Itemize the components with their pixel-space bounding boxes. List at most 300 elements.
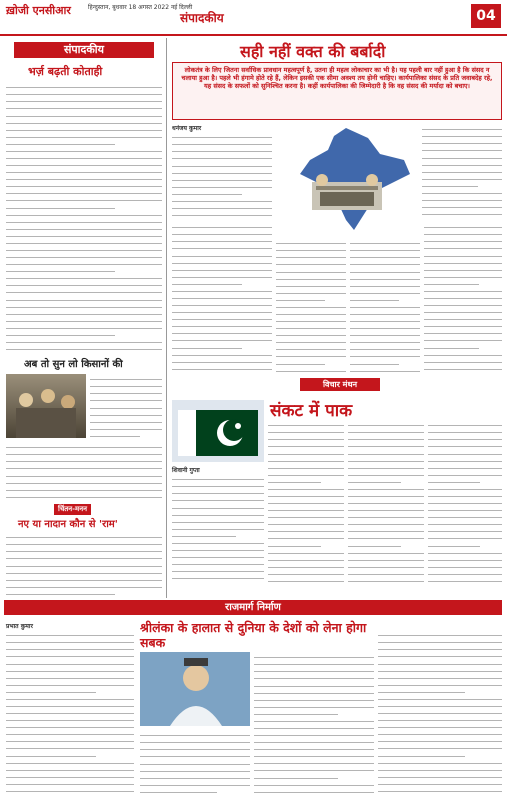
text-line — [140, 737, 250, 743]
text-line — [6, 651, 134, 657]
text-line — [172, 146, 272, 152]
text-line — [378, 630, 502, 636]
text-line — [6, 202, 115, 208]
text-line — [172, 293, 272, 299]
text-line — [348, 470, 424, 476]
text-line — [172, 264, 272, 270]
text-line — [348, 448, 424, 454]
text-line — [6, 238, 162, 244]
editorial1-body — [6, 82, 162, 352]
text-line — [6, 644, 134, 650]
text-line — [422, 138, 502, 144]
india-map-icon — [276, 124, 418, 234]
text-line — [422, 216, 502, 218]
text-line — [90, 381, 162, 387]
text-line — [90, 416, 162, 422]
text-line — [350, 245, 420, 251]
text-line — [348, 576, 424, 582]
text-line — [350, 365, 420, 371]
text-line — [350, 351, 420, 357]
text-line — [90, 424, 162, 430]
text-line — [90, 374, 162, 380]
text-line — [268, 441, 344, 447]
editorial2-body — [6, 442, 162, 500]
text-line — [254, 786, 374, 792]
text-line — [378, 764, 502, 770]
text-line — [276, 295, 325, 301]
text-line — [268, 484, 344, 490]
text-line — [6, 323, 162, 329]
text-line — [268, 533, 344, 539]
text-line — [424, 364, 502, 370]
text-line — [254, 694, 374, 700]
text-line — [276, 330, 346, 336]
lead-col1 — [172, 132, 272, 218]
mid-band: विचार मंथन — [300, 378, 380, 391]
text-line — [172, 222, 272, 228]
text-line — [172, 474, 264, 480]
text-line — [424, 307, 502, 313]
text-line — [348, 477, 401, 483]
text-line — [424, 293, 502, 299]
text-line — [140, 758, 250, 764]
page-number: 04 — [471, 4, 501, 28]
text-line — [268, 512, 344, 518]
text-line — [424, 300, 502, 306]
text-line — [140, 765, 250, 771]
text-line — [428, 540, 480, 546]
text-line — [276, 245, 346, 251]
text-line — [348, 434, 424, 440]
text-line — [424, 314, 502, 320]
text-line — [378, 708, 502, 714]
bottom-col3 — [254, 652, 374, 796]
text-line — [6, 582, 162, 588]
text-line — [172, 167, 272, 173]
text-line — [276, 316, 346, 322]
text-line — [276, 351, 346, 357]
text-line — [172, 495, 264, 501]
text-line — [348, 505, 424, 511]
farmers-photo — [6, 374, 86, 438]
text-line — [172, 502, 264, 508]
text-line — [378, 793, 502, 796]
text-line — [6, 146, 162, 152]
text-line — [140, 794, 250, 796]
text-line — [140, 780, 250, 786]
text-line — [172, 160, 272, 166]
text-line — [172, 516, 264, 522]
text-line — [378, 715, 502, 721]
text-line — [350, 280, 420, 286]
editorial3-body — [6, 532, 162, 598]
text-line — [6, 309, 162, 315]
section-title: संपादकीय — [180, 11, 224, 25]
text-line — [6, 351, 162, 352]
text-line — [268, 554, 344, 560]
text-line — [348, 420, 424, 426]
text-line — [6, 701, 134, 707]
text-line — [254, 709, 338, 715]
text-line — [268, 576, 344, 582]
text-line — [428, 477, 480, 483]
text-line — [140, 751, 250, 757]
parliament-map-photo — [276, 124, 418, 234]
text-line — [172, 272, 272, 278]
bottom-col2 — [140, 730, 250, 796]
text-line — [6, 546, 162, 552]
text-line — [428, 533, 502, 539]
text-line — [140, 772, 250, 778]
text-line — [422, 202, 502, 208]
text-line — [254, 659, 374, 665]
text-line — [254, 730, 374, 736]
lead-byline: धनंजय कुमार — [172, 125, 202, 132]
text-line — [172, 524, 264, 530]
text-line — [424, 356, 502, 362]
text-line — [268, 448, 344, 454]
text-line — [268, 455, 344, 461]
text-line — [348, 540, 401, 546]
text-line — [254, 772, 338, 778]
text-line — [6, 139, 115, 145]
lead-quote-box — [172, 62, 502, 120]
lead-body-b — [276, 238, 346, 372]
text-line — [268, 526, 344, 532]
text-line — [348, 562, 424, 568]
text-line — [378, 651, 502, 657]
text-line — [428, 427, 502, 433]
text-line — [172, 559, 264, 565]
text-line — [254, 737, 374, 743]
text-line — [424, 222, 502, 228]
text-line — [268, 547, 344, 553]
text-line — [428, 505, 502, 511]
text-line — [6, 442, 162, 448]
text-line — [348, 441, 424, 447]
text-line — [378, 687, 465, 693]
text-line — [6, 687, 96, 693]
text-line — [6, 786, 134, 792]
text-line — [254, 751, 374, 757]
text-line — [172, 300, 272, 306]
text-line — [378, 729, 502, 735]
text-line — [428, 420, 502, 426]
text-line — [140, 730, 250, 736]
text-line — [254, 758, 374, 764]
text-line — [428, 491, 502, 497]
mid-col2 — [268, 420, 344, 584]
text-line — [172, 210, 272, 216]
text-line — [422, 145, 502, 151]
bottom-band: राजमार्ग निर्माण — [4, 600, 502, 615]
text-line — [172, 132, 272, 138]
text-line — [6, 89, 162, 95]
text-line — [172, 356, 272, 362]
text-line — [6, 492, 162, 498]
text-line — [6, 216, 162, 222]
text-line — [268, 434, 344, 440]
text-line — [350, 323, 420, 329]
text-line — [268, 569, 344, 575]
text-line — [350, 288, 420, 294]
text-line — [424, 286, 502, 292]
small-tag: चिंतन-मनन — [54, 504, 91, 515]
text-line — [6, 750, 96, 756]
pakistan-flag-photo — [172, 400, 264, 462]
text-line — [6, 174, 162, 180]
text-line — [254, 680, 374, 686]
text-line — [348, 498, 424, 504]
text-line — [6, 160, 162, 166]
text-line — [348, 547, 424, 553]
text-line — [348, 484, 424, 490]
text-line — [276, 280, 346, 286]
text-line — [428, 554, 502, 560]
text-line — [348, 462, 424, 468]
text-line — [254, 652, 374, 658]
text-line — [422, 152, 502, 158]
text-line — [268, 583, 344, 584]
text-line — [424, 321, 502, 327]
text-line — [90, 409, 162, 415]
mid-byline: शिवानी गुप्ता — [172, 467, 200, 474]
text-line — [378, 779, 502, 785]
text-line — [428, 583, 502, 584]
lead-headline: सही नहीं वक्त की बर्बादी — [240, 42, 386, 61]
lead-body-c — [350, 238, 420, 372]
text-line — [6, 560, 162, 566]
text-line — [424, 264, 502, 270]
text-line — [254, 779, 374, 785]
text-line — [424, 335, 502, 341]
text-line — [172, 279, 242, 285]
text-line — [424, 243, 502, 249]
text-line — [348, 491, 424, 497]
text-line — [90, 431, 140, 437]
bottom-col1 — [6, 630, 134, 796]
text-line — [172, 257, 272, 263]
farmers-image-icon — [6, 374, 86, 438]
text-line — [268, 498, 344, 504]
srilanka-image-icon — [140, 652, 250, 726]
text-line — [6, 337, 162, 343]
text-line — [422, 131, 502, 137]
text-line — [172, 182, 272, 188]
text-line — [422, 174, 502, 180]
text-line — [254, 765, 374, 771]
text-line — [254, 687, 374, 693]
text-line — [172, 243, 272, 249]
lead-col3 — [422, 124, 502, 218]
editorial2-title: अब तो सुन लो किसानों की — [24, 359, 123, 370]
text-line — [378, 722, 502, 728]
text-line — [6, 259, 162, 265]
text-line — [424, 328, 502, 334]
text-line — [350, 295, 399, 301]
text-line — [6, 132, 162, 138]
text-line — [378, 743, 502, 749]
text-line — [378, 637, 502, 643]
text-line — [90, 402, 162, 408]
text-line — [6, 231, 162, 237]
text-line — [378, 772, 502, 778]
text-line — [90, 388, 162, 394]
text-line — [350, 273, 420, 279]
text-line — [6, 110, 162, 116]
text-line — [172, 250, 272, 256]
text-line — [6, 637, 134, 643]
text-line — [6, 708, 134, 714]
text-line — [6, 532, 162, 538]
text-line — [378, 644, 502, 650]
text-line — [276, 323, 346, 329]
text-line — [348, 427, 424, 433]
text-line — [6, 658, 134, 664]
text-line — [6, 722, 134, 728]
text-line — [254, 744, 374, 750]
text-line — [6, 743, 134, 749]
text-line — [172, 217, 272, 218]
text-line — [6, 589, 115, 595]
text-line — [172, 342, 242, 348]
text-line — [172, 531, 236, 537]
text-line — [268, 491, 344, 497]
text-line — [424, 236, 502, 242]
text-line — [172, 174, 272, 180]
text-line — [90, 395, 162, 401]
text-line — [422, 195, 502, 201]
text-line — [6, 316, 162, 322]
editorial1-title: भर्ज़ बढ़ती कोताही — [28, 65, 103, 78]
left-column — [4, 38, 164, 598]
dateline: हिन्दुस्तान, बुधवार 18 अगस्त 2022 नई दिल्ली — [88, 4, 193, 11]
text-line — [276, 337, 346, 343]
text-line — [6, 680, 134, 686]
text-line — [6, 574, 162, 580]
bottom-byline: प्रभात कुमार — [6, 623, 33, 630]
text-line — [276, 302, 346, 308]
text-line — [428, 498, 502, 504]
text-line — [6, 188, 162, 194]
text-line — [428, 569, 502, 575]
text-line — [378, 736, 502, 742]
text-line — [276, 288, 346, 294]
text-line — [276, 238, 346, 244]
text-line — [6, 757, 134, 763]
text-line — [172, 371, 272, 372]
text-line — [422, 181, 478, 187]
text-line — [378, 786, 502, 792]
text-line — [6, 596, 162, 598]
masthead: ख़ोजी एनसीआर — [6, 4, 71, 17]
text-line — [6, 103, 162, 109]
text-line — [350, 302, 420, 308]
text-line — [172, 203, 272, 209]
text-line — [424, 279, 479, 285]
text-line — [276, 309, 346, 315]
text-line — [276, 344, 346, 350]
text-line — [350, 266, 420, 272]
text-line — [6, 124, 162, 130]
text-line — [6, 539, 162, 545]
text-line — [172, 153, 272, 159]
text-line — [6, 294, 162, 300]
text-line — [172, 196, 272, 202]
text-line — [428, 512, 502, 518]
text-line — [268, 562, 344, 568]
text-line — [428, 562, 502, 568]
text-line — [424, 342, 479, 348]
text-line — [6, 567, 162, 573]
text-line — [6, 499, 115, 500]
text-line — [6, 793, 134, 796]
text-line — [268, 519, 344, 525]
mid-headline: संकट में पाक — [270, 401, 353, 421]
left-section-label: संपादकीय — [14, 42, 154, 58]
text-line — [428, 455, 502, 461]
text-line — [378, 680, 502, 686]
text-line — [428, 484, 502, 490]
text-line — [428, 462, 502, 468]
text-line — [140, 787, 217, 793]
page-header — [0, 0, 507, 36]
text-line — [172, 349, 272, 355]
text-line — [350, 330, 420, 336]
text-line — [172, 488, 264, 494]
text-line — [254, 716, 374, 722]
text-line — [276, 358, 325, 364]
text-line — [172, 566, 264, 572]
text-line — [172, 580, 264, 584]
text-line — [276, 252, 346, 258]
text-line — [6, 245, 162, 251]
text-line — [172, 189, 242, 195]
text-line — [6, 764, 134, 770]
lead-body-d — [424, 222, 502, 372]
text-line — [378, 750, 465, 756]
text-line — [6, 553, 162, 559]
text-line — [350, 238, 420, 244]
editorial3-title: नए या नादान कौन से 'राम' — [18, 519, 118, 530]
text-line — [172, 573, 264, 579]
text-line — [424, 349, 502, 355]
text-line — [276, 365, 346, 371]
text-line — [254, 723, 374, 729]
text-line — [350, 309, 420, 315]
text-line — [6, 779, 134, 785]
text-line — [6, 736, 134, 742]
text-line — [350, 252, 420, 258]
text-line — [428, 547, 502, 553]
lead-quote: लोकतंत्र के लिए जितना सर्वाधिक प्रावधान महत्वपूर्ण है, उतना ही महत्व लोकाचार का भी है। यह पहली बार नहीं हुआ है कि संसद न चलाया हुआ है। पहले भी हंगामे होते रहे हैं, लेकिन इसकी एक सीमा अवश्य तय होनी चाहिए। कार्यपालिका संसद के प्रति जवाबदेह रहे, यह संसद के सफलों को सुनिश्चित करना है। कहीं कार्यपालिका की जिम्मेदारी है कि वह संसद की मर्यादा को बचाए। — [181, 66, 493, 90]
text-line — [350, 259, 420, 265]
text-line — [348, 455, 424, 461]
text-line — [172, 307, 272, 313]
text-line — [350, 344, 420, 350]
text-line — [172, 286, 272, 292]
text-line — [6, 449, 162, 455]
text-line — [6, 344, 162, 350]
text-line — [268, 427, 344, 433]
text-line — [6, 330, 115, 336]
text-line — [6, 280, 162, 286]
text-line — [172, 321, 272, 327]
text-line — [348, 554, 424, 560]
text-line — [428, 519, 502, 525]
text-line — [172, 139, 272, 145]
text-line — [6, 195, 162, 201]
